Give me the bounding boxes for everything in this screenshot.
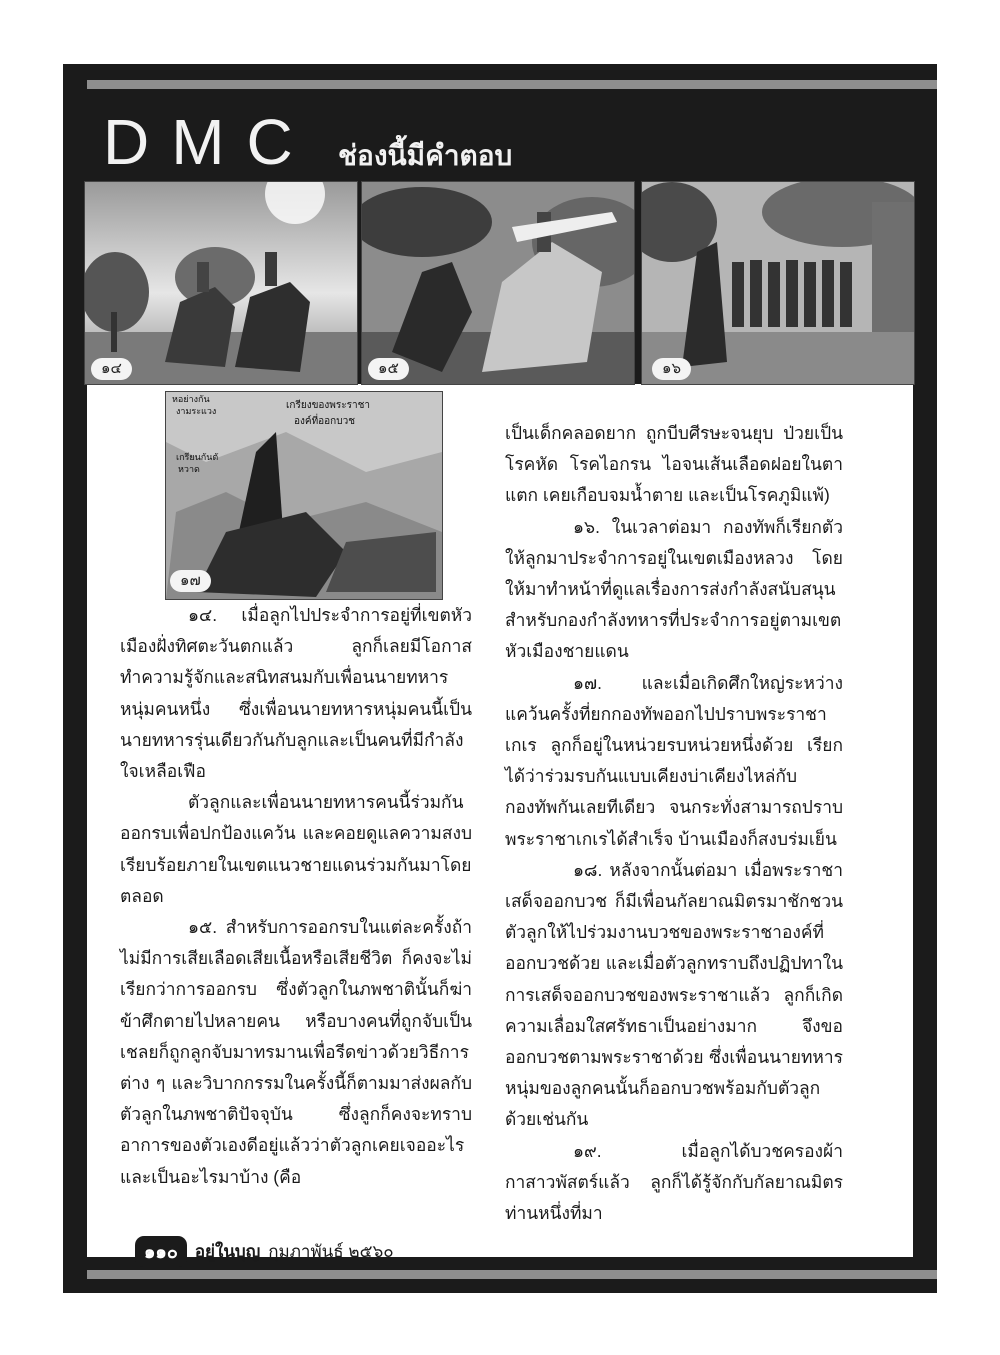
paragraph: ๑๔. เมื่อลูกไปประจำการอยู่ที่เขตหัวเมืองฝั่งทิศตะวันตกแล้ว ลูกก็เลยมีโอกาสทำความรู้จักและสนิทสนมกับเพื่อนนายทหารหนุ่มคนหนึ่ง ซึ่งเพื่อนนายทหารหนุ่มคนนี้เป็นนายทหารรุ่นเดียวกันกับลูกและเป็นคนที่มีกำลังใจเหลือเฟือ (120, 605, 472, 782)
photo-number: ๑๔ (91, 358, 132, 380)
page-number: ๑๑๐ (135, 1236, 187, 1267)
paragraph: ตัวลูกและเพื่อนนายทหารคนนี้ร่วมกันออกรบเพื่อปกป้องแคว้น และคอยดูแลความสงบเรียบร้อยภายในเขตแนวชายแดนร่วมกันมาโดยตลอด (120, 792, 472, 906)
magazine-title: อยู่ในบุญ (194, 1242, 261, 1261)
issue-date: กุมภาพันธ์ ๒๕๖๐ (268, 1242, 394, 1261)
horse-riders-photo-icon (85, 182, 357, 384)
right-column (505, 418, 843, 1229)
paragraph: ๑๘. หลังจากนั้นต่อมา เมื่อพระราชาเสด็จออกบวช ก็มีเพื่อนกัลยาณมิตรมาชักชวนตัวลูกให้ไปร่วมงานบวชของพระราชาองค์ที่ออกบวชด้วย และเมื่อตัวลูกทราบถึงปฏิปทาในการเสด็จออกบวชของพระราชาแล้ว ลูกก็เกิดความเลื่อมใสศรัทธาเป็นอย่างมาก จึงขอออกบวชตามพระราชาด้วย ซึ่งเพื่อนนายทหารหนุ่มของลูกคนนั้นก็ออกบวชพร้อมกับตัวลูกด้วยเช่นกัน (505, 859, 843, 1130)
paragraph: ๑๕. สำหรับการออกรบในแต่ละครั้งถ้าไม่มีการเสียเลือดเสียเนื้อหรือเสียชีวิต ก็คงจะไม่เรียกว่าการออกรบ ซึ่งตัวลูกในภพชาตินั้นก็ฆ่าข้าศึกตายไปหลายคน หรือบางคนที่ถูกจับเป็นเชลยก็ถูกลูกจับมาทรมานเพื่อรีดข่าวด้วยวิธีการต่าง ๆ และวิบากกรรมในครั้งนี้ก็ตามมาส่งผลกับตัวลูกในภพชาติปัจจุบัน ซึ่งลูกก็คงจะทราบอาการของตัวเองดีอยู่แล้วว่าตัวลูกเคยเจออะไรและเป็นอะไรมาบ้าง (คือ (120, 917, 472, 1187)
paragraph: ๑๙. เมื่อลูกได้บวชครองผ้ากาสาวพัสตร์แล้ว ลูกก็ได้รู้จักกับกัลยาณมิตรท่านหนึ่งที่มา (505, 1140, 843, 1224)
soldiers-photo-icon (642, 182, 914, 384)
photo-15 (361, 181, 635, 385)
photo-number: ๑๖ (652, 358, 691, 380)
battle-photo-icon (362, 182, 634, 384)
section-subtitle: ช่องนี้มีคำตอบ (338, 140, 513, 171)
left-column (120, 600, 472, 1193)
bottom-rule (87, 1270, 937, 1279)
photo-16 (641, 181, 915, 385)
map-label: เกรียนกันตั (176, 452, 219, 462)
photo-14 (84, 181, 358, 385)
top-rule (87, 80, 937, 89)
paragraph: ๑๖. ในเวลาต่อมา กองทัพก็เรียกตัวให้ลูกมาประจำการอยู่ในเขตเมืองหลวง โดยให้มาทำหน้าที่ดูแลเรื่องการส่งกำลังสนับสนุนสำหรับกองกำลังทหารที่ประจำการอยู่ตามเขตหัวเมืองชายแดน (505, 516, 843, 662)
map-label: หอย่างกัน (172, 394, 210, 404)
photo-17 (165, 391, 443, 600)
photo-number: ๑๗ (170, 570, 211, 592)
map-label: เกรียงของพระราชา (286, 400, 371, 411)
paragraph: ๑๗. และเมื่อเกิดศึกใหญ่ระหว่างแคว้นครั้งที่ยกกองทัพออกไปปราบพระราชาเกเร ลูกก็อยู่ในหน่วยรบหน่วยหนึ่งด้วย เรียกได้ว่าร่วมรบกันแบบเคียงบ่าเคียงไหล่กับกองทัพกันเลยทีเดียว จนกระทั่งสามารถปราบพระราชาเกเรได้สำเร็จ บ้านเมืองก็สงบร่มเย็น (505, 672, 843, 849)
paragraph: เป็นเด็กคลอดยาก ถูกบีบศีรษะจนยุบ ป่วยเป็นโรคหัด โรคไอกรน ไอจนเส้นเลือดฝอยในตาแตก เคยเกือบจมน้ำตาย และเป็นโรคภูมิแพ้) (505, 423, 843, 506)
section-brand: DMC (103, 106, 315, 178)
map-label: องค์ที่ออกบวช (294, 416, 355, 427)
map-label: หวาด (178, 464, 200, 474)
map-label: งามระแวง (176, 406, 217, 416)
photo-number: ๑๕ (368, 358, 409, 380)
page-footer (135, 1236, 394, 1267)
